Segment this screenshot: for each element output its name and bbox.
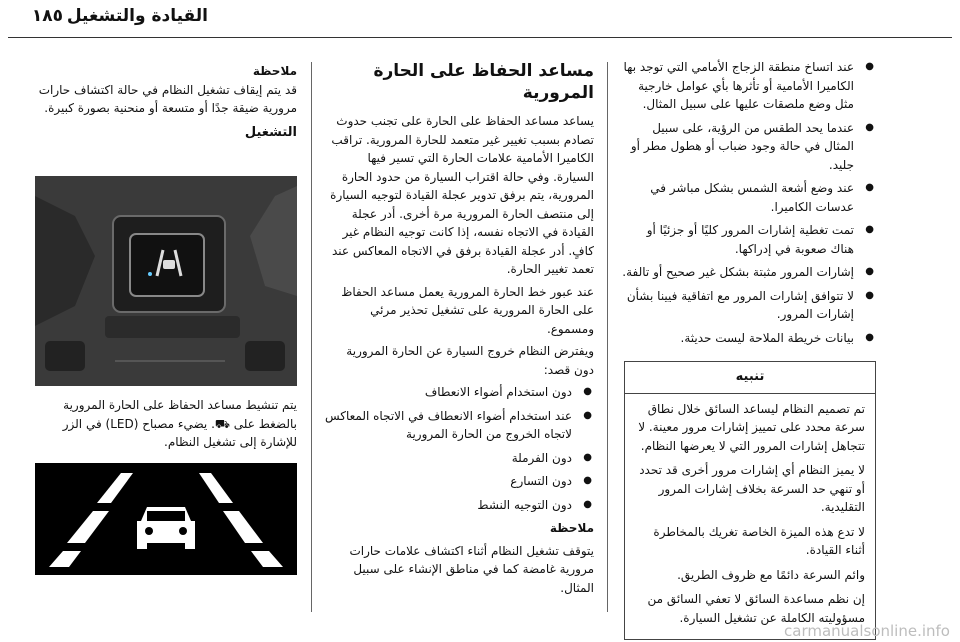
caution-paragraph: تم تصميم النظام ليساعد السائق خلال نطاق سرعة محدد على تمييز إشارات مرور معينة. لا تتجاهل إشارات المرور التي لا يعرضها النظام.	[638, 401, 865, 453]
column-middle	[324, 60, 594, 601]
watermark: carmanualsonline.info	[784, 622, 950, 640]
note-label: ملاحظة	[252, 64, 297, 78]
page-number: ١٨٥	[31, 6, 63, 26]
caution-paragraph: وائم السرعة دائمًا مع ظروف الطريق.	[677, 567, 865, 582]
list-item: ● تمت تغطية إشارات المرور كليًا أو جزئيًا أو هناك صعوبة في إدراكها.	[620, 221, 876, 258]
note-text: قد يتم إيقاف تشغيل النظام في حالة اكتشاف حارات مرورية ضيقة جدًا أو متسعة أو منحنية بصورة كبيرة.	[38, 82, 297, 115]
note-label: ملاحظة	[549, 521, 594, 535]
body-paragraph: عند عبور خط الحارة المرورية يعمل مساعد الحفاظ على الحارة المرورية على تشغيل تحذير مرئي ومسموع.	[341, 284, 594, 336]
list-item: ● عند اتساخ منطقة الزجاج الأمامي التي توجد بها الكاميرا الأمامية أو تأثرها بأي عوامل خارجية مثل وضع ملصقات عليها على سبيل المثال.	[620, 58, 876, 114]
list-item: ● إشارات المرور مثبتة بشكل غير صحيح أو تالفة.	[620, 263, 876, 282]
section-title: مساعد الحفاظ على الحارة المرورية	[373, 61, 594, 103]
list-item: ● عندما يحد الطقس من الرؤية، على سبيل المثال في حالة وجود ضباب أو هطول مطر أو جليد.	[620, 119, 876, 175]
body-paragraph: ويفترض النظام خروج السيارة عن الحارة المرورية دون قصد:	[346, 344, 594, 377]
list-item: ● بيانات خريطة الملاحة ليست حديثة.	[620, 329, 876, 348]
caution-body	[625, 394, 875, 640]
caution-paragraph: إن نظم مساعدة السائق لا تعفي السائق من مسؤوليته الكاملة عن تشغيل السيارة.	[647, 592, 865, 625]
column-left	[35, 62, 297, 146]
header-rule	[8, 37, 952, 38]
limitations-list	[620, 58, 876, 347]
caution-paragraph: لا يميز النظام أي إشارات مرور أخرى قد تحدد أو تنهي حد السرعة بخلاف إشارات المرور التقليدية.	[639, 463, 865, 514]
list-item: ● عند وضع أشعة الشمس بشكل مباشر في عدسات الكاميرا.	[620, 179, 876, 216]
column-divider	[607, 62, 608, 612]
lane-keep-symbol	[35, 463, 297, 575]
operation-block	[35, 396, 297, 456]
caution-heading: تنبيه	[625, 362, 875, 394]
list-item: ● دون التسارع	[324, 472, 594, 491]
list-item: ● دون التوجيه النشط	[324, 496, 594, 515]
console-illustration	[35, 176, 297, 386]
caution-box	[624, 361, 876, 640]
caution-paragraph: لا تدع هذه الميزة الخاصة تغريك بالمخاطرة أثناء القيادة.	[653, 524, 865, 557]
list-item: ● عند استخدام أضواء الانعطاف في الاتجاه المعاكس لاتجاه الخروج من الحارة المرورية	[324, 407, 594, 444]
chapter-title: القيادة والتشغيل	[66, 6, 208, 26]
note-text: يتوقف تشغيل النظام أثناء اكتشاف علامات حارات مرورية غامضة كما في مناطق الإنشاء على سبيل المثال.	[349, 543, 594, 595]
lane-keep-icon	[35, 463, 297, 575]
button-photo	[35, 176, 297, 386]
column-divider	[311, 62, 312, 612]
operation-text: يتم تنشيط مساعد الحفاظ على الحارة المرورية بالضغط على ⛟. يضيء مصباح (LED) في الزر للإشارة إلى تشغيل النظام.	[62, 398, 297, 449]
page-header	[8, 6, 952, 30]
column-right	[620, 58, 876, 640]
conditions-list	[324, 383, 594, 514]
list-item: ● لا تتوافق إشارات المرور مع اتفاقية فيينا بشأن إشارات المرور.	[620, 287, 876, 324]
list-item: ● دون الفرملة	[324, 449, 594, 468]
operation-heading: التشغيل	[244, 124, 297, 140]
body-paragraph: يساعد مساعد الحفاظ على الحارة على تجنب حدوث تصادم بسبب تغيير غير متعمد للحارة المرورية. تراقب الكاميرا الأمامية علامات الحارة التي تسير فيها السيارة. وفي حالة اقتراب السيارة من حدود الحارة المرورية، يتم برفق تدوير عجلة القيادة لتوجيه السيارة إلى منتصف الحارة المرورية مرة أخرى. أدر عجلة القيادة في الاتجاه نفسه، إذا كانت توجيه النظام غير كافٍ. أدر عجلة القيادة برفق في الاتجاه المعاكس عند تعمد تغيير الحارة.	[330, 114, 594, 276]
list-item: ● دون استخدام أضواء الانعطاف	[324, 383, 594, 402]
